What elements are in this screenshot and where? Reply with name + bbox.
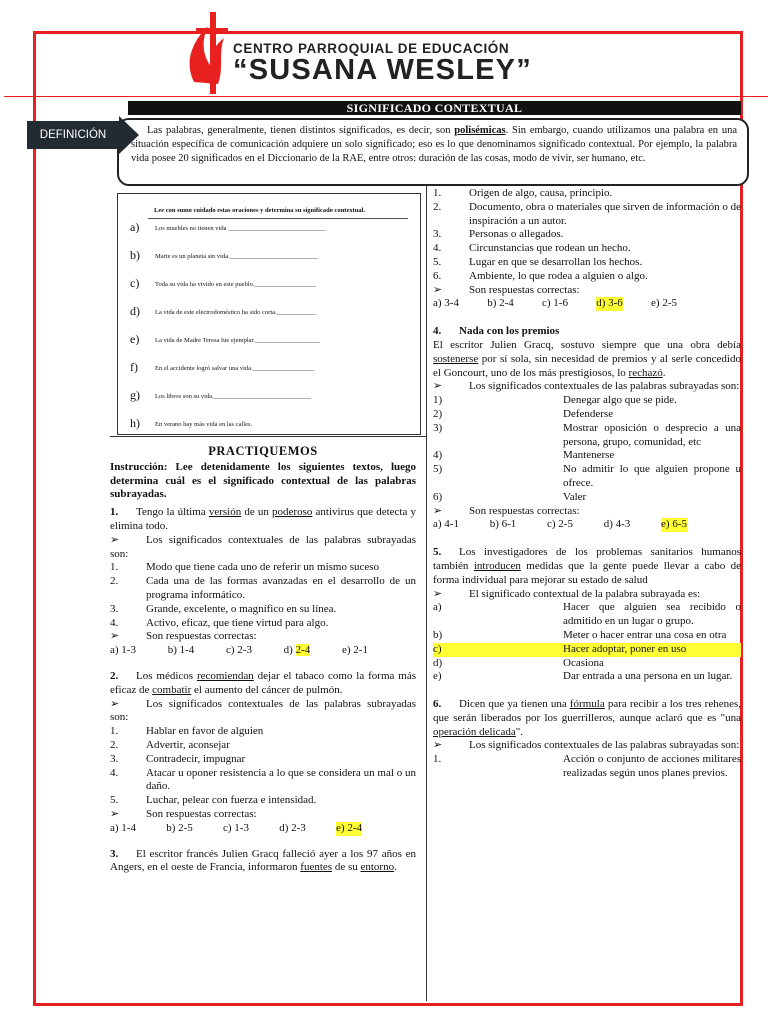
q3-item: 5. Lugar en que se desarrollan los hechos. — [433, 255, 643, 268]
arrow-bullet-icon: ➢ — [433, 739, 443, 752]
exercise-heading-rule — [148, 218, 408, 219]
q1-answer-prompt: ➢ Son respuestas correctas: — [110, 630, 257, 643]
q4-answer-prompt: ➢ Son respuestas correctas: — [433, 504, 580, 517]
arrow-bullet-icon: ➢ — [110, 630, 120, 643]
q1-options — [110, 644, 368, 658]
exercise-item: g) Los libros son su vida.______________________________ — [130, 388, 312, 402]
option: e) 2-5 — [651, 297, 677, 310]
header-rule — [4, 96, 768, 97]
q5-option: e) Dar entrada a una persona en un lugar. — [433, 670, 733, 683]
left-column — [110, 445, 416, 875]
page-title: SIGNIFICADO CONTEXTUAL — [128, 101, 741, 115]
cross-and-flame-logo-icon — [188, 12, 232, 94]
arrow-bullet-icon: ➢ — [110, 697, 120, 710]
q5-option: a) Hacer que alguien sea recibido o admitido en un lugar o grupo. — [433, 601, 741, 628]
q6-prompt: ➢ Los significados contextuales de las palabras subrayadas son: — [433, 739, 740, 752]
exercise-item: b) Marte es un planeta sin vida.___________________________ — [130, 248, 318, 262]
q2-item: 2. Advertir, aconsejar — [110, 738, 230, 751]
q3-item: 4. Circunstancias que rodean un hecho. — [433, 242, 631, 255]
q1-item: 3. Grande, excelente, o magnífico en su línea. — [110, 602, 337, 615]
option: a) 1-3 — [110, 644, 136, 657]
q6-item: 1. Acción o conjunto de acciones militares realizadas según unos planes previos. — [433, 753, 741, 780]
q3-item: 2. Documento, obra o materiales que sirven de información o de inspiración a un autor. — [433, 200, 741, 227]
definition-label: DEFINICIÓN — [27, 121, 119, 149]
exercise-item: d) La vida de este electrodoméstico ha sido corta.____________ — [130, 304, 316, 318]
option: d) 4-3 — [603, 518, 631, 531]
q5-prompt: ➢ El significado contextual de la palabra subrayada es: — [433, 587, 701, 600]
q1-prompt: ➢ Los significados contextuales de las palabras subrayadas son: — [110, 533, 416, 560]
q2-prompt: ➢ Los significados contextuales de las palabras subrayadas son: — [110, 697, 416, 724]
q2-item: 5. Luchar, pelear con fuerza e intensidad. — [110, 794, 317, 807]
right-column — [433, 187, 741, 781]
instruction: Instrucción: Lee detenidamente los siguientes textos, luego determina cuál es el significado contextual de las palabras subrayadas. — [110, 460, 416, 501]
question-6: 6. Dicen que ya tienen una fórmula para recibir a los tres rehenes, que serán liberados por los guerrilleros, aunque aclaró que es "una operación delicada". — [433, 698, 741, 738]
arrow-bullet-icon: ➢ — [433, 587, 443, 600]
q5-option: d) Ocasiona — [433, 656, 604, 669]
bold-term: polisémicas — [454, 125, 506, 136]
question-2: 2. Los médicos recomiendan dejar el tabaco como la forma más eficaz de combatir el aumento del cáncer de pulmón. — [110, 669, 416, 696]
q4-item: 6) Valer — [433, 490, 587, 503]
option: c) 1-6 — [542, 297, 568, 310]
practice-title: PRACTIQUEMOS — [208, 444, 318, 458]
q3-answer-prompt: ➢ Son respuestas correctas: — [433, 283, 580, 296]
option: c) 1-3 — [223, 821, 249, 834]
question-4-title: 4. Nada con los premios — [433, 325, 560, 338]
q4-item: 2) Defenderse — [433, 407, 614, 420]
q1-item: 2. Cada una de las formas avanzadas en el desarrollo de un programa informático. — [110, 575, 416, 601]
q5-option-correct: c) Hacer adoptar, poner en uso — [433, 643, 741, 657]
option: a) 4-1 — [433, 518, 459, 531]
exercise-item: f) En el accidente logró salvar una vida.___________________ — [130, 360, 315, 374]
q3-item: 3. Personas o allegados. — [433, 228, 564, 241]
section-rule — [110, 436, 426, 437]
question-3: 3. El escritor francés Julien Gracq falleció ayer a los 97 años en Angers, en el oeste de Francia, informaron fuentes de su entorno. — [110, 847, 416, 874]
option: b) 1-4 — [167, 644, 195, 657]
arrow-bullet-icon: ➢ — [110, 533, 120, 546]
q3-item: 1. Origen de algo, causa, principio. — [433, 187, 613, 199]
q2-item: 4. Atacar u oponer resistencia a lo que se considera un mal o un daño. — [110, 766, 416, 793]
q4-item: 5) No admitir lo que alguien propone u ofrece. — [433, 463, 741, 489]
arrow-bullet-icon: ➢ — [433, 283, 443, 296]
q3-item: 6. Ambiente, lo que rodea a alguien o algo. — [433, 269, 648, 282]
q5-option: b) Meter o hacer entrar una cosa en otra — [433, 628, 727, 641]
option: b) 6-1 — [489, 518, 517, 531]
arrow-bullet-icon: ➢ — [433, 380, 443, 393]
q1-item: 1. Modo que tiene cada uno de referir un mismo suceso — [110, 561, 380, 574]
question-4: El escritor Julien Gracq, sostuvo siempre que una obra debía sostenerse por sí sola, sin necesidad de premios y al serle concedido el Goncourt, uno de los más prestigiosos, lo rechazó. — [433, 338, 741, 379]
column-divider — [426, 186, 427, 1001]
q4-item: 4) Mantenerse — [433, 449, 615, 462]
option-correct: e) 2-4 — [336, 821, 362, 834]
exercise-item: c) Toda su vida ha vivido en este pueblo.___________________ — [130, 276, 317, 290]
option: d) 2-3 — [279, 821, 306, 834]
option: c) 2-3 — [225, 644, 252, 657]
org-name-line1: CENTRO PARROQUIAL DE EDUCACIÓN — [233, 41, 510, 56]
option: a) 1-4 — [110, 821, 136, 834]
q2-item: 3. Contradecir, impugnar — [110, 752, 246, 765]
q4-options — [433, 518, 687, 532]
question-1: 1. Tengo la última versión de un poderoso antivirus que detecta y elimina todo. — [110, 506, 416, 532]
q4-item: 3) Mostrar oposición o desprecio a una persona, grupo, comunidad, etc — [433, 421, 741, 448]
option-correct: e) 6-5 — [661, 518, 687, 531]
option-correct: d) 3-6 — [596, 297, 623, 310]
q4-item: 1) Denegar algo que se pide. — [433, 394, 677, 407]
q4-prompt: ➢ Los significados contextuales de las palabras subrayadas son: — [433, 380, 740, 393]
option: a) 3-4 — [433, 297, 459, 310]
q2-item: 1. Hablar en favor de alguien — [110, 725, 264, 738]
definition-box: Las palabras, generalmente, tienen distintos significados, es decir, son polisémicas. Sin embargo, cuando utilizamos una palabra en una situación específica de comunicación adquiere un solo significado; eso es lo que denominamos significado contextual. Por ejemplo, la palabra vida posee 20 significados en el Diccionario de la RAE, entre otros: duración de las cosas, modo de vivir, ser humano, etc. — [117, 118, 749, 186]
option-correct: d) 2-4 — [283, 644, 311, 657]
q1-item: 4. Activo, eficaz, que tiene virtud para algo. — [110, 616, 329, 629]
option: e) 2-1 — [341, 644, 368, 657]
arrow-bullet-icon: ➢ — [110, 807, 120, 820]
question-5: 5. Los investigadores de los problemas sanitarios humanos también introducen medidas que la gente puede llevar a cabo de forma individual para mejorar su estado de salud — [433, 546, 741, 586]
option: c) 2-5 — [547, 518, 573, 531]
org-name-line2: “SUSANA WESLEY” — [233, 54, 532, 86]
q3-options — [433, 297, 677, 311]
exercise-item: a) Los muebles no tienen vida ______________________________ — [130, 220, 326, 234]
exercise-item: e) La vida de Madre Teresa fue ejemplar.____________________ — [130, 332, 320, 346]
exercise-item: h) En verano hay más vida en las calles. — [130, 416, 253, 430]
q2-answer-prompt: ➢ Son respuestas correctas: — [110, 807, 257, 820]
arrow-bullet-icon: ➢ — [433, 504, 443, 517]
option: b) 2-5 — [166, 821, 193, 834]
label-arrow-icon — [119, 116, 139, 154]
option: b) 2-4 — [487, 297, 514, 310]
q2-options — [110, 822, 362, 836]
exercise-heading: Lee con sumo cuidado estas oraciones y determina su significado contextual. — [154, 207, 366, 214]
